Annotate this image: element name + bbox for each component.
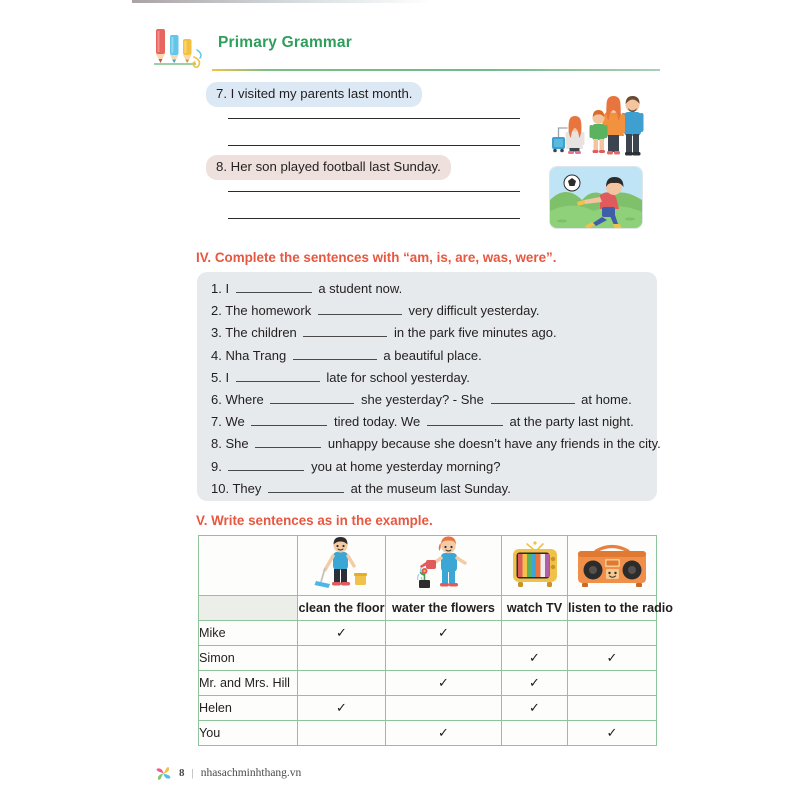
section-iv-item-2 (211, 300, 649, 322)
mark-simon-clean-the-floor[interactable] (298, 646, 386, 671)
header-title: Primary Grammar (218, 34, 352, 51)
answer-line-8b[interactable] (228, 218, 520, 219)
item-text-before: They (232, 480, 262, 496)
section-iv-item-6 (211, 389, 649, 411)
radio-icon (574, 539, 650, 589)
fill-blank[interactable] (303, 323, 387, 337)
section-v-heading: V. Write sentences as in the example. (196, 513, 433, 528)
item-number: 9. (211, 458, 222, 474)
question-item-8 (206, 155, 451, 180)
check-icon: ✓ (438, 625, 449, 640)
person-name-helen: Helen (199, 696, 298, 721)
check-icon: ✓ (606, 725, 618, 740)
fill-blank[interactable] (318, 301, 402, 315)
item-text-after: unhappy because she doesn’t have any friends in the city. (327, 436, 661, 452)
mark-hill-clean-the-floor[interactable] (298, 671, 386, 696)
item-number: 6. (211, 392, 222, 408)
check-icon: ✓ (529, 650, 540, 665)
item-text-after: a student now. (318, 281, 403, 296)
item-number: 2. (211, 303, 222, 319)
fill-blank-2[interactable] (427, 412, 503, 426)
check-icon: ✓ (438, 725, 449, 740)
page-number: 8 (179, 767, 185, 779)
item-number: 7. (211, 414, 222, 430)
person-name-mike: Mike (199, 621, 298, 646)
item-text-before: I (225, 369, 230, 385)
fill-blank[interactable] (236, 368, 320, 382)
colored-pencils-icon (152, 26, 208, 68)
question-8-number: 8. (216, 159, 227, 174)
mark-mike-clean-the-floor[interactable] (298, 621, 386, 646)
item-text-before: We (225, 414, 245, 430)
table-row (199, 696, 657, 721)
item-text-after: late for school yesterday. (326, 369, 470, 385)
item-text-before: She (225, 436, 249, 452)
footer-website: nhasachminhthang.vn (200, 767, 302, 779)
question-7-number: 7. (216, 86, 227, 101)
mark-mike-listen-to-the-radio[interactable] (568, 621, 657, 646)
section-iv-item-5 (211, 367, 649, 389)
activity-label-4: listen to the radio (568, 596, 657, 621)
answer-line-7b[interactable] (228, 145, 520, 146)
item-text-after: at the museum last Sunday. (350, 480, 511, 496)
fill-blank[interactable] (255, 434, 321, 448)
mark-helen-watch-tv[interactable] (502, 696, 568, 721)
boy-mopping-floor-icon (311, 536, 373, 592)
item-text-after: in the park five minutes ago. (394, 325, 557, 341)
mark-mike-water-the-flowers[interactable] (386, 621, 502, 646)
check-icon: ✓ (336, 700, 347, 715)
fill-blank[interactable] (293, 346, 377, 360)
answer-line-7a[interactable] (228, 118, 520, 119)
table-label-row (199, 596, 657, 621)
television-icon (508, 538, 562, 590)
family-illustration (548, 86, 656, 158)
mark-simon-water-the-flowers[interactable] (386, 646, 502, 671)
item-number: 3. (211, 325, 222, 341)
mark-you-clean-the-floor[interactable] (298, 721, 386, 746)
table-row (199, 671, 657, 696)
girl-watering-plant-icon (413, 536, 475, 592)
item-text-after: a beautiful place. (383, 347, 482, 363)
activity-label-1: clean the floor (298, 596, 386, 621)
section-iv-item-3 (211, 322, 649, 344)
mark-helen-water-the-flowers[interactable] (386, 696, 502, 721)
section-iv-heading: IV. Complete the sentences with “am, is, are, was, were”. (196, 250, 557, 265)
section-iv-item-9 (211, 456, 649, 478)
item-number: 8. (211, 436, 222, 452)
check-icon: ✓ (606, 650, 618, 665)
footer-separator: | (191, 767, 194, 779)
activity-picture-watch-tv (502, 536, 568, 596)
mark-hill-listen-to-the-radio[interactable] (568, 671, 657, 696)
item-text-middle: tired today. We (333, 414, 421, 430)
table-row (199, 721, 657, 746)
activity-picture-water-the-flowers (386, 536, 502, 596)
section-iv-item-10 (211, 478, 649, 500)
fill-blank[interactable] (228, 457, 304, 471)
question-8-text: Her son played football last Sunday. (230, 159, 441, 174)
item-text-before: The children (225, 325, 297, 341)
activity-label-2: water the flowers (386, 596, 502, 621)
person-name-mr-and-mrs-hill: Mr. and Mrs. Hill (199, 671, 298, 696)
item-text-after: you at home yesterday morning? (311, 458, 501, 474)
person-name-you: You (199, 721, 298, 746)
question-7-text: I visited my parents last month. (230, 86, 413, 101)
section-iv-item-4 (211, 345, 649, 367)
item-number: 5. (211, 369, 222, 385)
check-icon: ✓ (529, 700, 540, 715)
section-iv-item-8 (211, 433, 661, 455)
fill-blank[interactable] (270, 390, 354, 404)
fill-blank[interactable] (236, 279, 312, 293)
corner-cell (199, 536, 298, 596)
item-text-middle: she yesterday? - She (361, 392, 484, 408)
mark-you-listen-to-the-radio[interactable] (568, 721, 657, 746)
football-boy-illustration (550, 167, 642, 228)
mark-mike-watch-tv[interactable] (502, 621, 568, 646)
table-picture-row (199, 536, 657, 596)
activity-picture-clean-the-floor (298, 536, 386, 596)
label-corner-cell (199, 596, 298, 621)
activity-label-3: watch TV (502, 596, 568, 621)
mark-you-water-the-flowers[interactable] (386, 721, 502, 746)
fill-blank-2[interactable] (491, 390, 575, 404)
section-iv-item-1 (211, 278, 649, 300)
item-text-before: I (225, 281, 230, 296)
table-row (199, 646, 657, 671)
fill-blank[interactable] (251, 412, 327, 426)
item-text-before: The homework (225, 303, 312, 319)
item-number: 1. (211, 281, 222, 296)
answer-line-8a[interactable] (228, 191, 520, 192)
question-item-7 (206, 82, 422, 107)
mark-simon-watch-tv[interactable] (502, 646, 568, 671)
item-text-before: Nha Trang (225, 347, 287, 363)
mark-helen-clean-the-floor[interactable] (298, 696, 386, 721)
table-row (199, 621, 657, 646)
mark-you-watch-tv[interactable] (502, 721, 568, 746)
item-text-before: Where (225, 392, 264, 408)
section-iv-item-7 (211, 411, 649, 433)
page-top-edge-artifact (132, 0, 432, 3)
page-footer (155, 762, 301, 784)
item-number: 4. (211, 347, 222, 363)
fill-blank[interactable] (268, 479, 344, 493)
check-icon: ✓ (336, 625, 347, 640)
check-icon: ✓ (529, 675, 540, 690)
activities-table (198, 535, 673, 746)
item-text-after: very difficult yesterday. (408, 303, 540, 319)
mark-helen-listen-to-the-radio[interactable] (568, 696, 657, 721)
mark-hill-watch-tv[interactable] (502, 671, 568, 696)
mark-hill-water-the-flowers[interactable] (386, 671, 502, 696)
item-text-after: at home. (581, 392, 632, 408)
pinwheel-logo-icon (155, 765, 172, 782)
section-iv-panel (197, 272, 661, 501)
item-number: 10. (211, 480, 230, 496)
activity-picture-listen-to-the-radio (568, 536, 657, 596)
mark-simon-listen-to-the-radio[interactable] (568, 646, 657, 671)
item-text-after: at the party last night. (509, 414, 634, 430)
header-divider (212, 69, 660, 71)
person-name-simon: Simon (199, 646, 298, 671)
check-icon: ✓ (438, 675, 449, 690)
page-header (150, 24, 660, 72)
